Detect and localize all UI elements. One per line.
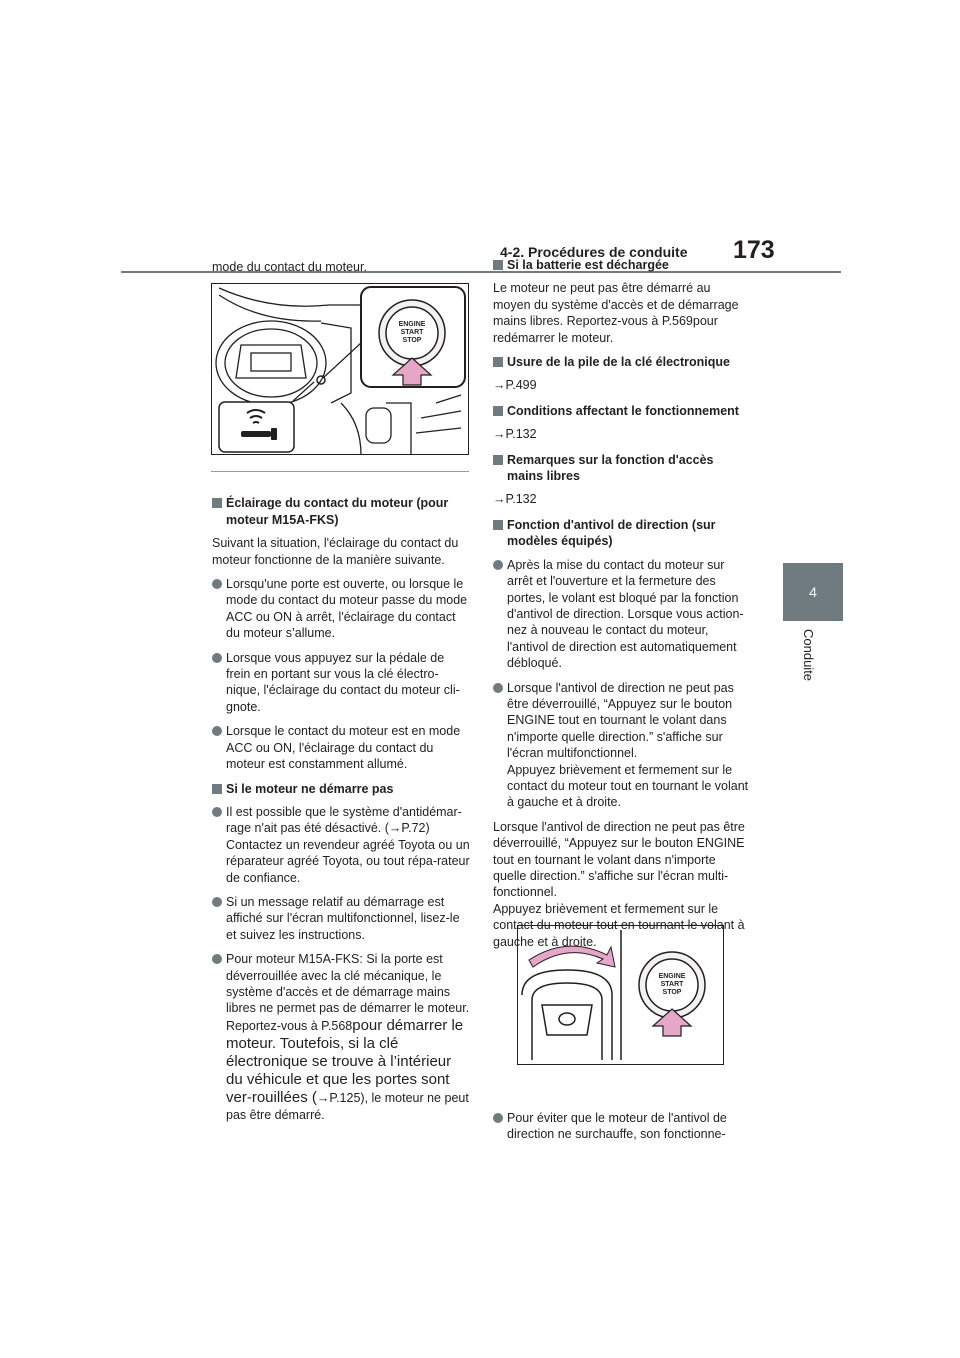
bullet-item: Lorsque vous appuyez sur la pédale de frein en portant sur vous la clé électro-nique, l'éclairage du contact du moteur cli-gnote. [212,650,470,716]
chapter-label [800,627,820,687]
chapter-tab [783,563,843,621]
heading-lighting: Éclairage du contact du moteur (pour moteur M15A-FKS) [212,495,470,528]
bullet-item: Pour éviter que le moteur de l'antivol de direction ne surchauffe, son fonctionne- [493,1110,749,1143]
paragraph-lighting: Suivant la situation, l'éclairage du contact du moteur fonctionne de la manière suivante. [212,536,459,567]
engine-button-label-1b: ENGINE [658,973,686,980]
bullet-item [212,951,470,1123]
heading-conditions: Conditions affectant le fonctionnement [493,403,749,419]
engine-button-label-2: START [400,329,424,336]
left-column [212,259,470,1131]
paragraph-battery: Le moteur ne peut pas être démarré au moyen du système d'accès et de démarrage mains libres. Reportez-vous à P.569pour redémarrer le moteur. [493,281,739,345]
heading-no-start: Si le moteur ne démarre pas [212,781,470,797]
heading-key-battery: Usure de la pile de la clé électronique [493,354,749,370]
chapter-number: 4 [809,584,817,600]
bullet-text: Lorsque l'antivol de direction ne peut pas être déverrouillé, “Appuyez sur le bouton ENGINE tout en tournant le volant dans n'importe quelle direction.” s'affiche sur l'écran multifonctionnel. [507,680,734,761]
page-reference: →P.132 [493,492,537,507]
intro-text: mode du contact du moteur. [212,260,367,274]
engine-button-label-3: STOP [402,337,422,344]
page-number: 173 [733,236,775,264]
bullet-item: Lorsque le contact du moteur est en mode ACC ou ON, l'éclairage du contact du moteur est constamment allumé. [212,723,470,772]
page-reference: →P.499 [493,378,537,393]
right-column [493,257,749,1151]
section-title: 4-2. Procédures de conduite [500,244,688,260]
heading-battery: Si la batterie est déchargée [493,257,749,273]
bullet-text: ), le moteur ne peut pas être démarré. [226,1090,469,1122]
bullet-item: Après la mise du contact du moteur sur arrêt et l'ouverture et la fermeture des portes, le volant est bloqué par la fonction d'antivol de direction. Lorsque vous action-nez à nouveau le contact du moteur, l'antivol de direction est automatiquement débloqué. [493,557,749,672]
paragraph-text: Lorsque l'antivol de direction ne peut pas être déverrouillé, “Appuyez sur le bouton ENGINE tout en tournant le volant dans n'importe quelle direction.” s'affiche sur l'écran multi-fonctionnel. [493,819,745,900]
page-reference: →P.125 [316,1090,361,1105]
engine-button-label-3b: STOP [662,989,682,996]
engine-button-label-2b: START [660,981,684,988]
paragraph-steering [493,819,749,950]
heading-steering-lock: Fonction d'antivol de direction (sur modèles équipés) [493,517,749,550]
bullet-text: Appuyez brièvement et fermement sur le contact du moteur tout en tournant le volant à gauche et à droite. [507,762,749,810]
page-reference: →P.132 [493,427,537,442]
engine-button-label-1: ENGINE [398,321,426,328]
bullet-item: Il est possible que le système d'antidémar-rage n'ait pas été désactivé. (→P.72) Contactez un revendeur agréé Toyota ou un réparateur agréé Toyota, ou tout répa-rateur de confiance. [212,804,470,886]
bullet-text: Pour moteur M15A-FKS: Si la porte est déverrouillée avec la clé mécanique, le système d'accès et de démarrage mains libres ne permet pas de démarrer le moteur. Reportez-vous à P.568 [226,952,470,1033]
bullet-item: Lorsqu'une porte est ouverte, ou lorsque le mode du contact du moteur passe du mode ACC ou ON à arrêt, l'éclairage du contact du moteur s’allume. [212,576,470,642]
bullet-item [493,680,749,811]
paragraph-text: Appuyez brièvement et fermement sur le contact du moteur tout en tournant le volant à gauche et à droite. [493,901,745,949]
bullet-item: Si un message relatif au démarrage est affiché sur l'écran multifonctionnel, lisez-le et suivez les instructions. [212,894,470,943]
bullet-text-large: pour démarrer le moteur. Toutefois, si la clé électronique se trouve à l’intérieur du véhicule et que les portes sont ver-rouillées ( [226,1016,464,1106]
heading-smart-entry: Remarques sur la fonction d'accès mains libres [493,452,749,485]
chapter-label-text: Conduite [801,629,816,682]
